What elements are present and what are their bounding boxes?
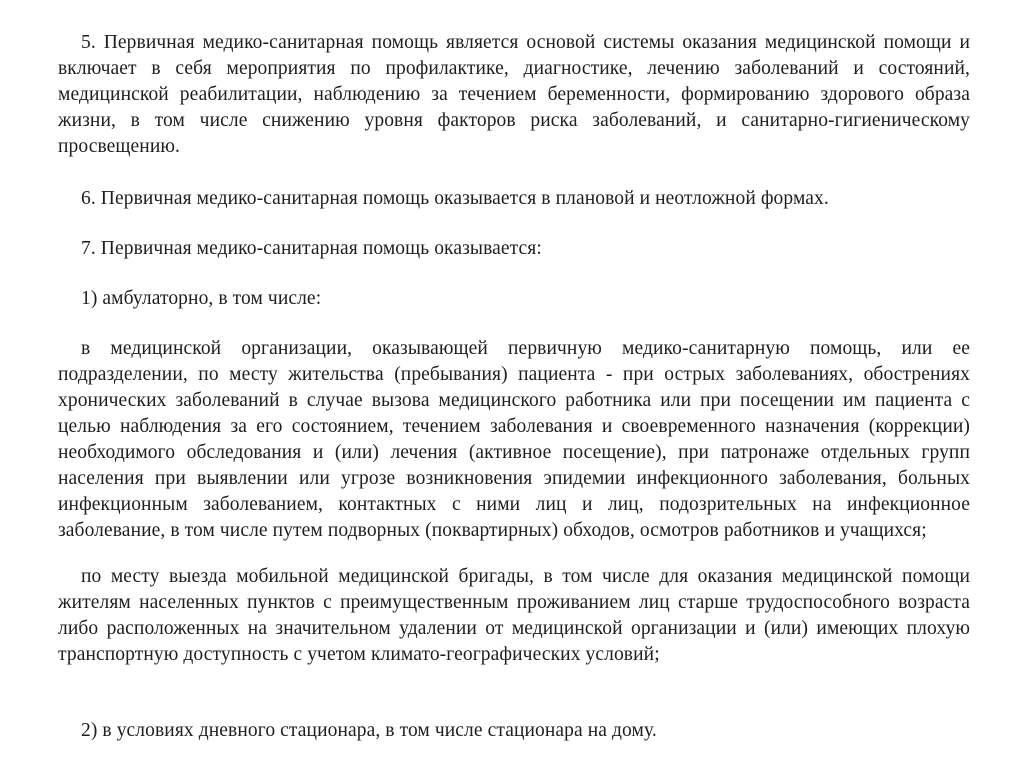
paragraph-7-item-2: 2) в условиях дневного стационара, в том числе стационара на дому. — [81, 720, 657, 741]
paragraph-7: 7. Первичная медико-санитарная помощь оказывается: — [81, 238, 542, 259]
paragraph-7-item-1: 1) амбулаторно, в том числе: — [81, 288, 322, 309]
paragraph-7-item-1-mobile-brigade: по месту выезда мобильной медицинской бригады, в том числе для оказания медицинской помощи жителям населенных пунктов с преимущественным проживанием лиц старше трудоспособного возраста либо расположенных на значительном удалении от медицинской организации и (или) имеющих плохую транспортную доступность с учетом климато-географических условий; — [58, 566, 970, 665]
paragraph-5: 5. Первичная медико-санитарная помощь является основой системы оказания медицинской помощи и включает в себя мероприятия по профилактике, диагностике, лечению заболеваний и состояний, медицинской реабилитации, наблюдению за течением беременности, формированию здорового образа жизни, в том числе снижению уровня факторов риска заболеваний, и санитарно-гигиеническому просвещению. — [58, 32, 970, 157]
paragraph-7-item-1-clinic: в медицинской организации, оказывающей первичную медико-санитарную помощь, или ее подразделении, по месту жительства (пребывания) пациента - при острых заболеваниях, обострениях хронических заболеваний в случае вызова медицинского работника или при посещении им пациента с целью наблюдения за его состоянием, течением заболевания и своевременного назначения (коррекции) необходимого обследования и (или) лечения (активное посещение), при патронаже отдельных групп населения при выявлении или угрозе возникновения эпидемии инфекционного заболевания, больных инфекционным заболеванием, контактных с ними лиц и лиц, подозрительных на инфекционное заболевание, в том числе путем подворных (поквартирных) обходов, осмотров работников и учащихся; — [58, 338, 970, 541]
paragraph-6: 6. Первичная медико-санитарная помощь оказывается в плановой и неотложной формах. — [81, 188, 829, 209]
